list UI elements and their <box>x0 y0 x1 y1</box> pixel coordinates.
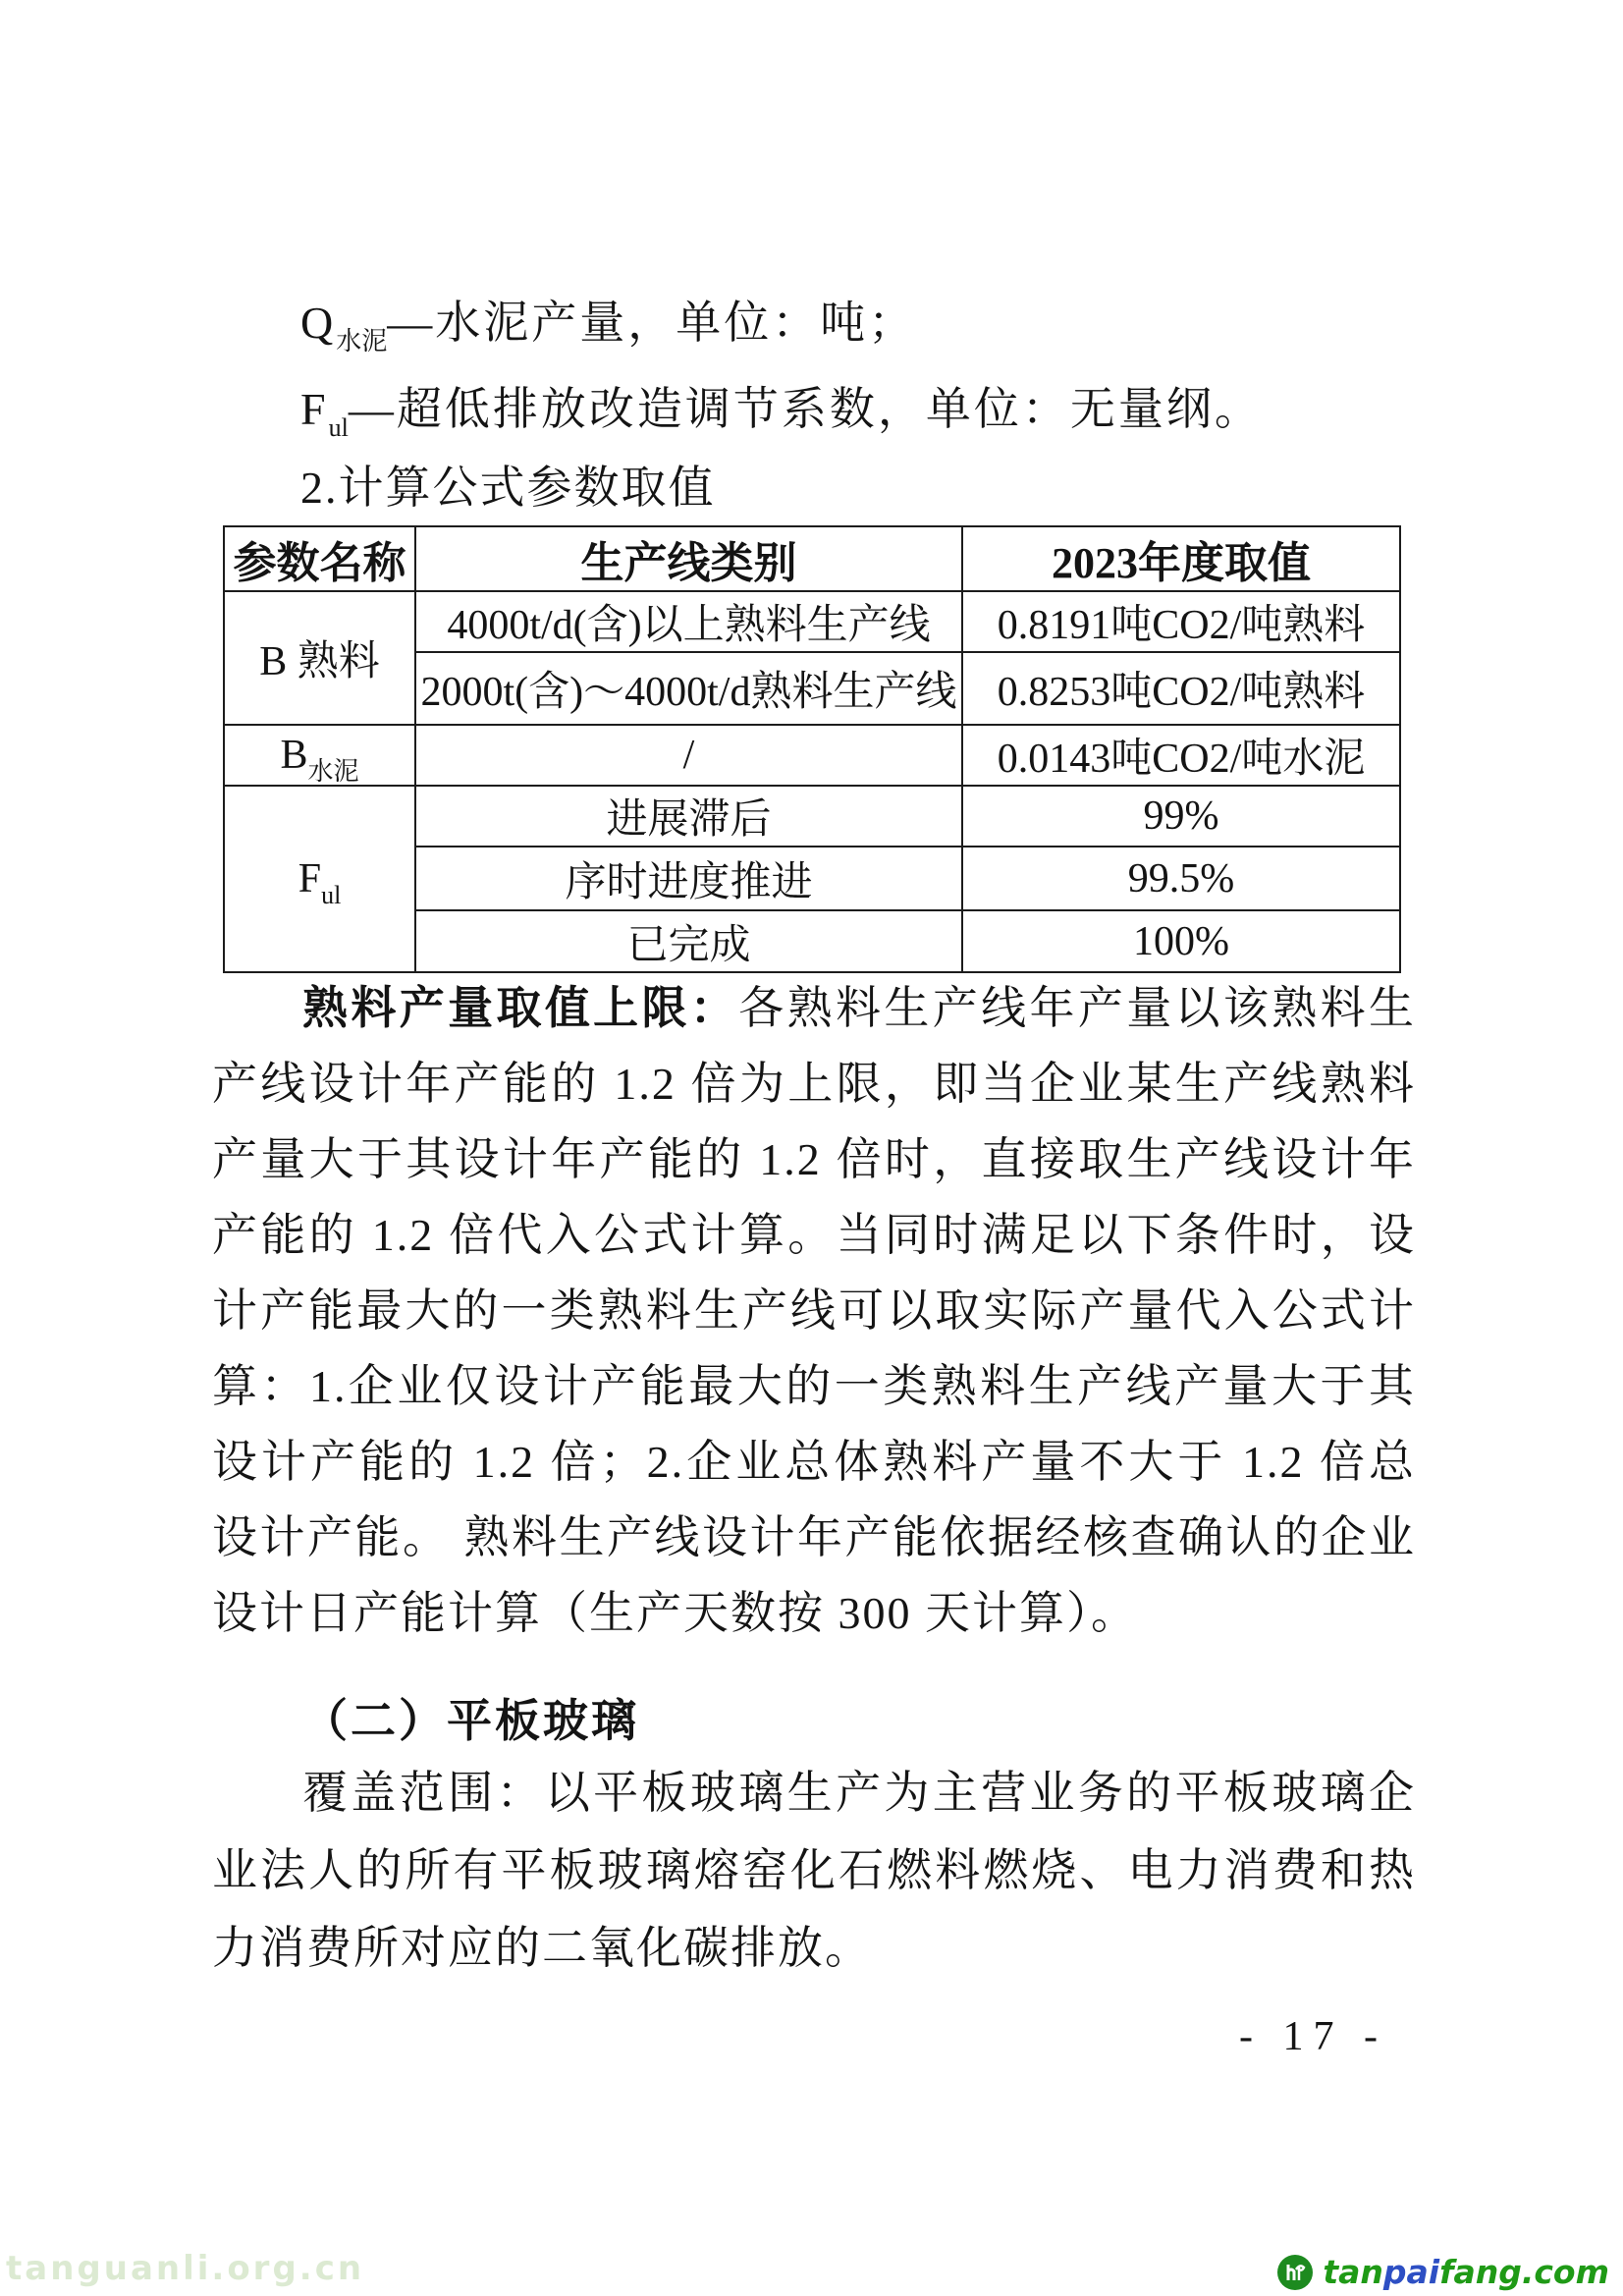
category-cell: 进展滞后 <box>415 786 962 847</box>
param-b-clinker-label: B 熟料 <box>259 639 380 684</box>
value-cell: 100% <box>962 910 1400 972</box>
category-cell: / <box>415 725 962 786</box>
param-b-cement-subscript: 水泥 <box>307 757 359 786</box>
param-b-cement-label: B <box>280 733 308 778</box>
watermark-text: tanguanli.org.cn <box>6 2249 365 2288</box>
table-header-row <box>224 526 1400 591</box>
value-cell: 0.8191吨CO2/吨熟料 <box>962 591 1400 652</box>
section-heading-flat-glass: （二）平板玻璃 <box>302 1696 639 1746</box>
param-f-ul-label: F <box>298 856 322 902</box>
clinker-limit-body: 各熟料生产线年产量以该熟料生产线设计年产能的 1.2 倍为上限，即当企业某生产线熟料产量大于其设计年产能的 1.2 倍时，直接取生产线设计年产能的 1.2 倍代入公式计算。当同时满足以下条件时，设计产能最大的一类熟料生产线可以取实际产量代入公式计算：1.企业仅设计产能最大的一类熟料生产线产量大于其设计产能的 1.2 倍；2.企业总体熟料产量不大于 1.2 倍总设计产能。 熟料生产线设计年产能依据经核查确认的企业设计日产能计算（生产天数按 300 天计算）。 <box>212 983 1417 1638</box>
flat-glass-coverage-paragraph: 覆盖范围：以平板玻璃生产为主营业务的平板玻璃企业法人的所有平板玻璃熔窑化石燃料燃烧、电力消费和热力消费所对应的二氧化碳排放。 <box>212 1768 1416 1973</box>
category-cell: 2000t(含)～4000t/d熟料生产线 <box>415 652 962 725</box>
symbol-q-subscript: 水泥 <box>336 327 388 355</box>
symbol-q: Q <box>300 298 337 348</box>
clinker-limit-paragraph <box>212 970 1416 1651</box>
definition-line-q-cement <box>300 287 917 355</box>
definition-line-f-ul <box>300 373 1263 442</box>
tanpaifang-logo-icon <box>1276 2254 1314 2291</box>
category-cell: 已完成 <box>415 910 962 972</box>
param-cell-f-ul <box>224 786 415 972</box>
symbol-f-subscript: ul <box>328 413 349 442</box>
param-cell-b-clinker <box>224 591 415 725</box>
definition-f-text: —超低排放改造调节系数，单位：无量纲。 <box>348 384 1263 434</box>
header-param-name: 参数名称 <box>224 526 415 591</box>
page-number: - 17 - <box>1239 2014 1387 2059</box>
category-cell: 序时进度推进 <box>415 847 962 910</box>
logo-text-tan: tan <box>1323 2253 1383 2291</box>
value-cell: 0.0143吨CO2/吨水泥 <box>962 725 1400 786</box>
tanpaifang-logo <box>1276 2253 1609 2291</box>
logo-text-fang-com: fang.com <box>1439 2253 1609 2291</box>
definition-q-text: —水泥产量，单位：吨； <box>387 298 917 348</box>
header-2023-value: 2023年度取值 <box>962 526 1400 591</box>
symbol-f: F <box>300 384 329 434</box>
value-cell: 0.8253吨CO2/吨熟料 <box>962 652 1400 725</box>
category-cell: 4000t/d(含)以上熟料生产线 <box>415 591 962 652</box>
header-line-category: 生产线类别 <box>415 526 962 591</box>
logo-text-pai: pai <box>1382 2253 1440 2291</box>
table-row <box>224 725 1400 786</box>
value-cell: 99% <box>962 786 1400 847</box>
table-row <box>224 786 1400 847</box>
parameter-value-table <box>223 525 1401 973</box>
subsection-title: 2.计算公式参数取值 <box>300 463 716 513</box>
param-f-ul-subscript: ul <box>321 881 342 909</box>
clinker-limit-lead: 熟料产量取值上限： <box>302 983 739 1033</box>
table-row <box>224 591 1400 652</box>
param-cell-b-cement <box>224 725 415 786</box>
value-cell: 99.5% <box>962 847 1400 910</box>
